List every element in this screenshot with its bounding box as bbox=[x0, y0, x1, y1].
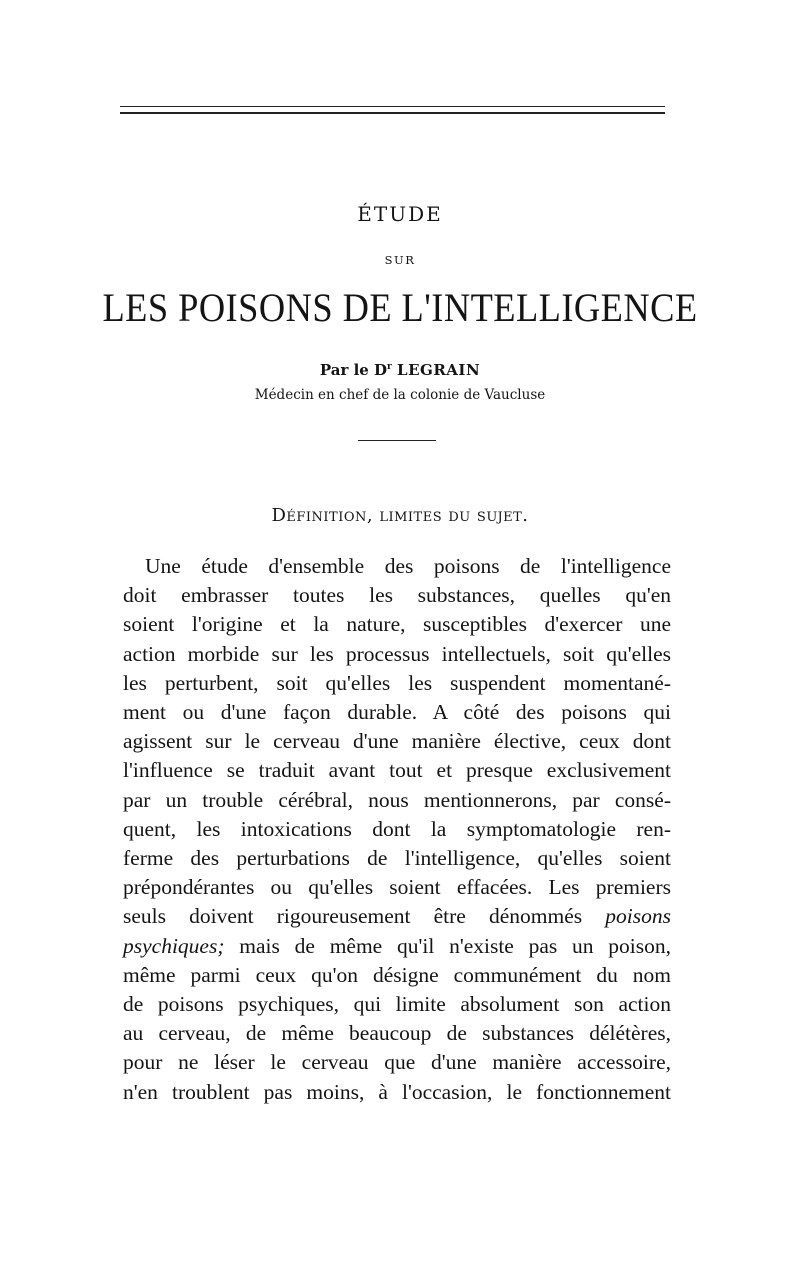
text-line: doit embrasser toutes les substances, quelles qu'en bbox=[123, 583, 671, 608]
text-segment: mais de même qu'il n'existe pas un poison, bbox=[239, 933, 671, 958]
text-line: prépondérantes ou qu'elles soient effacées. Les premiers bbox=[123, 875, 671, 900]
text-line bbox=[123, 902, 671, 931]
byline-prefix: Par le D bbox=[319, 361, 388, 379]
top-rule-thick bbox=[120, 112, 665, 114]
byline bbox=[0, 361, 800, 379]
text-line: soient l'origine et la nature, susceptibles d'exercer une bbox=[123, 612, 671, 637]
text-line: quent, les intoxications dont la symptomatologie ren- bbox=[123, 816, 671, 841]
title-line-2: SUR bbox=[384, 253, 416, 267]
text-line: ment ou d'une façon durable. A côté des poisons qui bbox=[123, 700, 671, 725]
text-line: n'en troublent pas moins, à l'occasion, le fonctionnement bbox=[123, 1079, 671, 1104]
text-segment: seuls doivent rigoureusement être dénommés bbox=[123, 904, 583, 929]
text-line: agissent sur le cerveau d'une manière élective, ceux dont bbox=[123, 729, 671, 754]
top-rule bbox=[120, 106, 665, 107]
main-title: LES POISONS DE L'INTELLIGENCE bbox=[102, 285, 698, 330]
author-affiliation: Médecin en chef de la colonie de Vaucluse bbox=[254, 387, 546, 403]
title-line-1: ÉTUDE bbox=[357, 202, 443, 226]
separator-rule bbox=[358, 440, 436, 441]
body-paragraph bbox=[123, 552, 671, 1107]
section-heading: Définition, limites du sujet. bbox=[271, 505, 529, 526]
italic-term: poisons bbox=[605, 904, 672, 929]
text-line: Une étude d'ensemble des poisons de l'intelligence bbox=[145, 554, 671, 578]
text-line: les perturbent, soit qu'elles les suspendent momentané- bbox=[123, 670, 671, 695]
text-line: par un trouble cérébral, nous mentionnerons, par consé- bbox=[123, 787, 671, 812]
text-line: de poisons psychiques, qui limite absolument son action bbox=[123, 992, 671, 1017]
text-line: l'influence se traduit avant tout et presque exclusivement bbox=[123, 758, 671, 783]
author-name: LEGRAIN bbox=[397, 361, 481, 379]
text-line bbox=[123, 932, 671, 961]
byline-sup: r bbox=[387, 362, 392, 372]
text-line: pour ne léser le cerveau que d'une manière accessoire, bbox=[123, 1050, 671, 1075]
text-line: au cerveau, de même beaucoup de substances délétères, bbox=[123, 1021, 671, 1046]
italic-term: psychiques; bbox=[123, 933, 225, 958]
text-line: action morbide sur les processus intellectuels, soit qu'elles bbox=[123, 641, 671, 666]
text-line: même parmi ceux qu'on désigne communément du nom bbox=[123, 962, 671, 987]
text-line: ferme des perturbations de l'intelligence, qu'elles soient bbox=[123, 846, 671, 871]
